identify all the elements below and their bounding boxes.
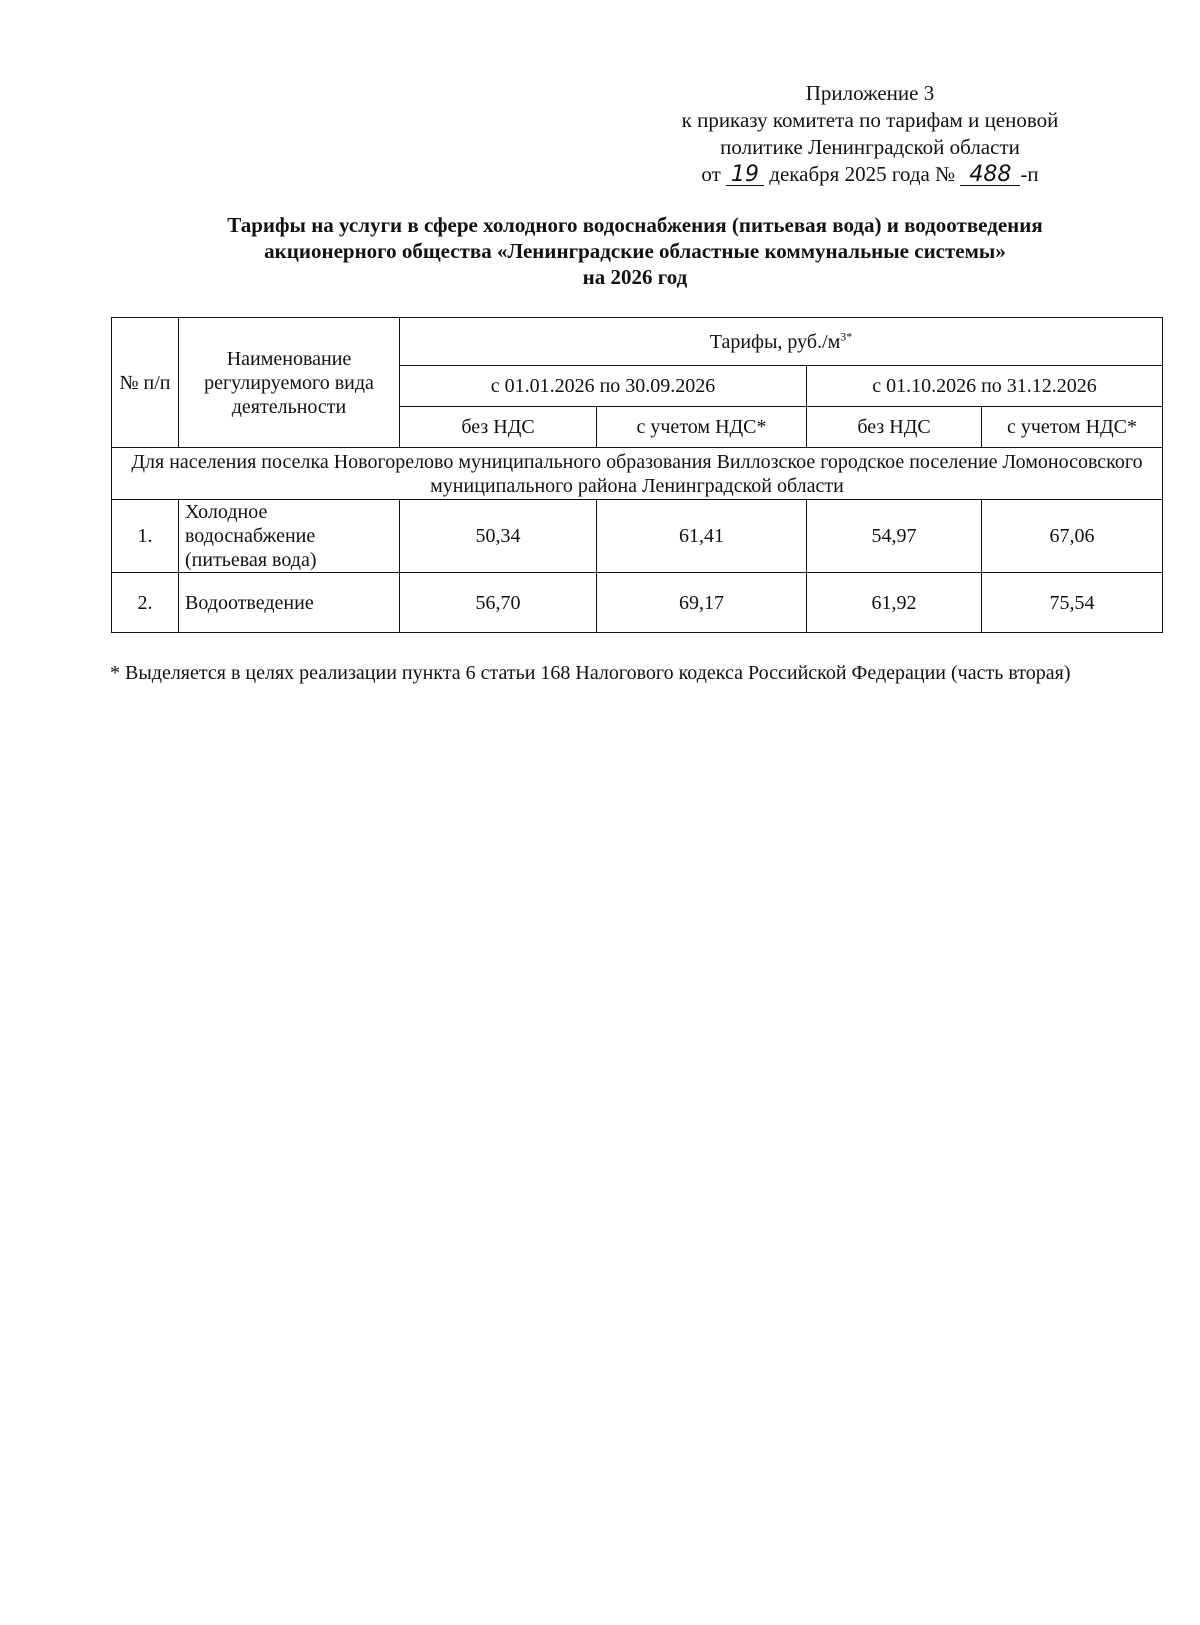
header-tariffs-sup: 3* xyxy=(840,328,853,343)
date-middle: декабря 2025 года № xyxy=(769,162,956,186)
row-p2-with-vat: 75,54 xyxy=(982,573,1163,633)
header-period-1: с 01.01.2026 по 30.09.2026 xyxy=(400,366,807,407)
section-row xyxy=(112,448,1163,500)
row-p1-no-vat: 56,70 xyxy=(400,573,597,633)
table-row xyxy=(112,500,1163,573)
row-p2-with-vat: 67,06 xyxy=(982,500,1163,573)
header-tariffs-label: Тарифы, руб./м xyxy=(709,330,841,353)
tariffs-table xyxy=(111,317,1163,633)
header-p1-no-vat: без НДС xyxy=(400,407,597,448)
header-p2-with-vat: с учетом НДС* xyxy=(982,407,1163,448)
row-activity-name: Холодное водоснабжение (питьевая вода) xyxy=(179,500,400,573)
appendix-header xyxy=(600,80,1140,188)
title-line-1: Тарифы на услуги в сфере холодного водоснабжения (питьевая вода) и водоотведения xyxy=(227,213,1043,237)
footnote xyxy=(110,660,1152,686)
row-p1-no-vat: 50,34 xyxy=(400,500,597,573)
date-prefix: от xyxy=(701,162,721,186)
row-num: 1. xyxy=(112,500,179,573)
header-p1-with-vat: с учетом НДС* xyxy=(597,407,807,448)
footnote-text: Выделяется в целях реализации пункта 6 статьи 168 Налогового кодекса Российской Федерации (часть вторая) xyxy=(125,662,1071,684)
appendix-title: Приложение 3 xyxy=(805,81,935,105)
row-p1-with-vat: 61,41 xyxy=(597,500,807,573)
row-activity-name: Водоотведение xyxy=(179,573,400,633)
document-title xyxy=(110,212,1160,290)
header-p2-no-vat: без НДС xyxy=(807,407,982,448)
number-suffix: -п xyxy=(1020,162,1039,186)
row-p2-no-vat: 61,92 xyxy=(807,573,982,633)
header-num: № п/п xyxy=(112,318,179,448)
footnote-marker: * xyxy=(110,662,120,684)
header-period-2: с 01.10.2026 по 31.12.2026 xyxy=(807,366,1163,407)
header-activity-name: Наименование регулируемого вида деятельности xyxy=(179,318,400,448)
handwritten-day: 19 xyxy=(726,165,764,186)
section-title: Для населения поселка Новогорелово муниципального образования Виллозское городское поселение Ломоносовского муниципального района Ленинградской области xyxy=(112,448,1163,500)
row-num: 2. xyxy=(112,573,179,633)
title-line-3: на 2026 год xyxy=(582,265,688,289)
row-p1-with-vat: 69,17 xyxy=(597,573,807,633)
appendix-date-line xyxy=(600,161,1140,188)
row-p2-no-vat: 54,97 xyxy=(807,500,982,573)
appendix-committee-line: политике Ленинградской области xyxy=(720,135,1020,159)
handwritten-order-number: 488 xyxy=(960,165,1020,186)
table-row xyxy=(112,573,1163,633)
title-line-2: акционерного общества «Ленинградские областные коммунальные системы» xyxy=(264,239,1006,263)
header-tariffs xyxy=(400,318,1163,366)
appendix-order-line: к приказу комитета по тарифам и ценовой xyxy=(681,108,1059,132)
